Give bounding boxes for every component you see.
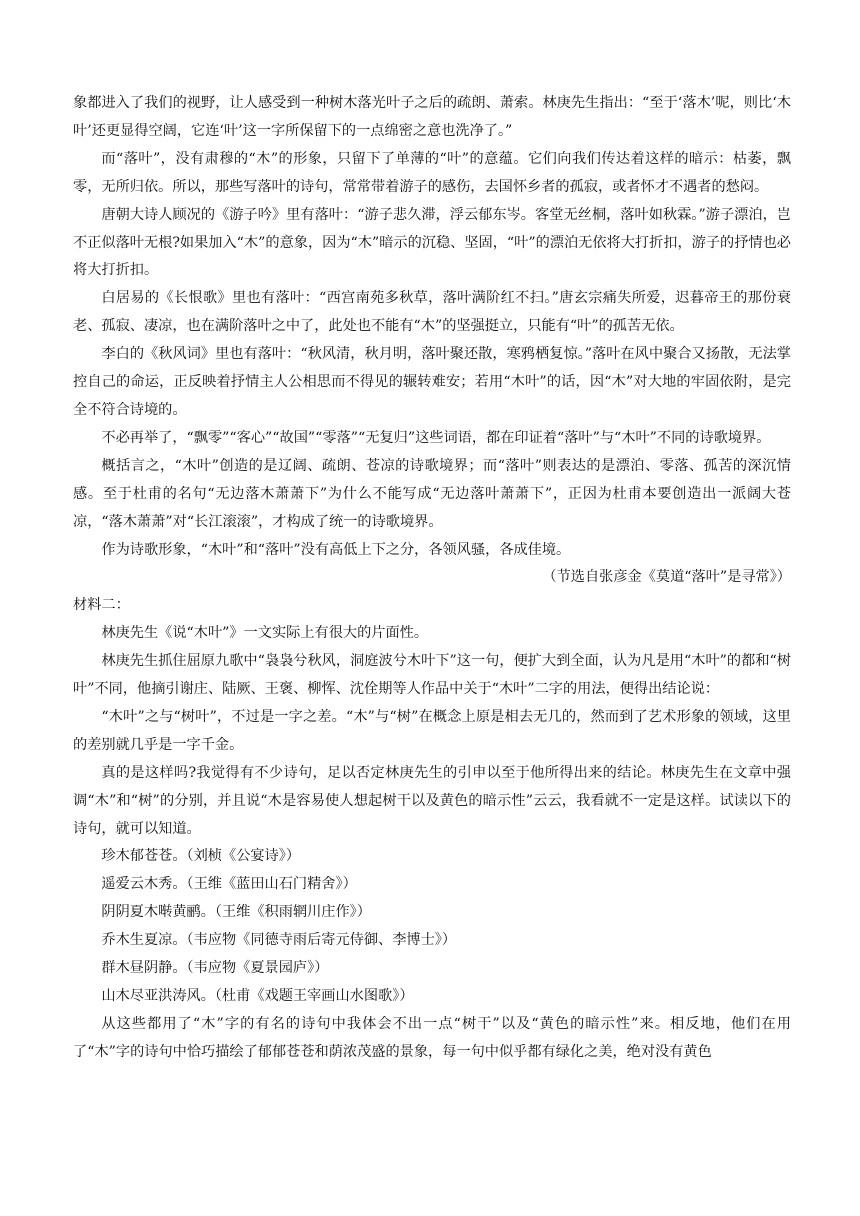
paragraph: 概括言之，“木叶”创造的是辽阔、疏朗、苍凉的诗歌境界；而“落叶”则表达的是漂泊、零落、孤苦的深沉情感。至于杜甫的名句“无边落木萧萧下”为什么不能写成“无边落叶萧萧下”，正因为杜甫本要创造出一派阔大苍凉，“落木萧萧”对“长江滚滚”，才构成了统一的诗歌境界。 [73,457,791,530]
paragraph: 唐朝大诗人顾况的《游子吟》里有落叶：“游子悲久滞，浮云郁东岑。客堂无丝桐，落叶如秋霖。”游子漂泊，岂不正似落叶无根?如果加入“木”的意象，因为“木”暗示的沉稳、坚固，“叶”的漂泊无依将大打折扣，游子的抒情也必将大打折扣。 [73,206,791,279]
paragraph: 林庚先生《说“木叶”》一文实际上有很大的片面性。 [101,625,429,642]
paragraph: 林庚先生抓住屈原九歌中“袅袅兮秋风，洞庭波兮木叶下”这一句，便扩大到全面，认为凡是用“木叶”的都和“树叶”不同，他摘引谢庄、陆厥、王褒、柳恽、沈佺期等人作品中关于“木叶”二字的用法，便得出结论说： [73,653,791,698]
paragraph: 不必再举了，“飘零”“客心”“故国”“零落”“无复归”这些词语，都在印证着“落叶”与“木叶”不同的诗歌境界。 [101,429,771,446]
source-citation: （节选自张彦金《莫道“落叶”是寻常》） [542,569,791,586]
poem-line: 遥爱云木秀。（王维《蓝田山石门精舍》） [101,876,357,893]
paragraph: 真的是这样吗?我觉得有不少诗句，足以否定林庚先生的引申以至于他所得出来的结论。林庚先生在文章中强调“木”和“树”的分别，并且说“木是容易使人想起树干以及黄色的暗示性”云云，我看就不一定是这样。试读以下的诗句，就可以知道。 [73,764,791,837]
paragraph: 白居易的《长恨歌》里也有落叶：“西宫南苑多秋草，落叶满阶红不扫。”唐玄宗痛失所爱，迟暮帝王的那份衰老、孤寂、凄凉，也在满阶落叶之中了，此处也不能有“木”的坚强挺立，只能有“叶”的孤苦无依。 [73,290,791,335]
section-heading: 材料二： [73,597,130,614]
paragraph: 从这些都用了“木”字的有名的诗句中我体会不出一点“树干”以及“黄色的暗示性”来。相反地，他们在用了“木”字的诗句中恰巧描绘了郁郁苍苍和荫浓茂盛的景象，每一句中似乎都有绿化之美，绝对没有黄色 [73,1015,791,1060]
poem-line: 乔木生夏凉。（韦应物《同德寺雨后寄元侍御、李博士》） [101,932,457,949]
poem-line: 群木昼阴静。（韦应物《夏景园庐》） [101,960,329,977]
poem-line: 山木尽亚洪涛风。（杜甫《戏题王宰画山水图歌》） [101,988,414,1004]
document-page [73,90,791,1067]
block-quote: “木叶”之与“树叶”，不过是一字之差。“木”与“树”在概念上原是相去无几的，然而到了艺术形象的领域，这里的差别就几乎是一字千金。 [73,708,791,753]
paragraph: 而“落叶”，没有肃穆的“木”的形象，只留下了单薄的“叶”的意蕴。它们向我们传达着这样的暗示：枯萎，飘零，无所归依。所以，那些写落叶的诗句，常常带着游子的感伤，去国怀乡者的孤寂，或者怀才不遇者的愁闷。 [73,150,791,195]
poem-line: 阴阴夏木啭黄鹂。（王维《积雨辋川庄作》） [101,904,371,921]
paragraph: 李白的《秋风词》里也有落叶：“秋风清，秋月明，落叶聚还散，寒鸦栖复惊。”落叶在风中聚合又扬散，无法掌控自己的命运，正反映着抒情主人公相思而不得见的辗转难安；若用“木叶”的话，因“木”对大地的牢固依附，是完全不符合诗境的。 [73,346,791,418]
paragraph-continued: 象都进入了我们的视野，让人感受到一种树木落光叶子之后的疏朗、萧索。林庚先生指出：“至于‘落木’呢，则比‘木叶’还更显得空阔，它连‘叶’这一字所保留下的一点绵密之意也洗净了。” [73,95,791,139]
poem-line: 珍木郁苍苍。（刘桢《公宴诗》） [101,848,301,865]
paragraph: 作为诗歌形象，“木叶”和“落叶”没有高低上下之分，各领风骚，各成佳境。 [101,541,571,558]
